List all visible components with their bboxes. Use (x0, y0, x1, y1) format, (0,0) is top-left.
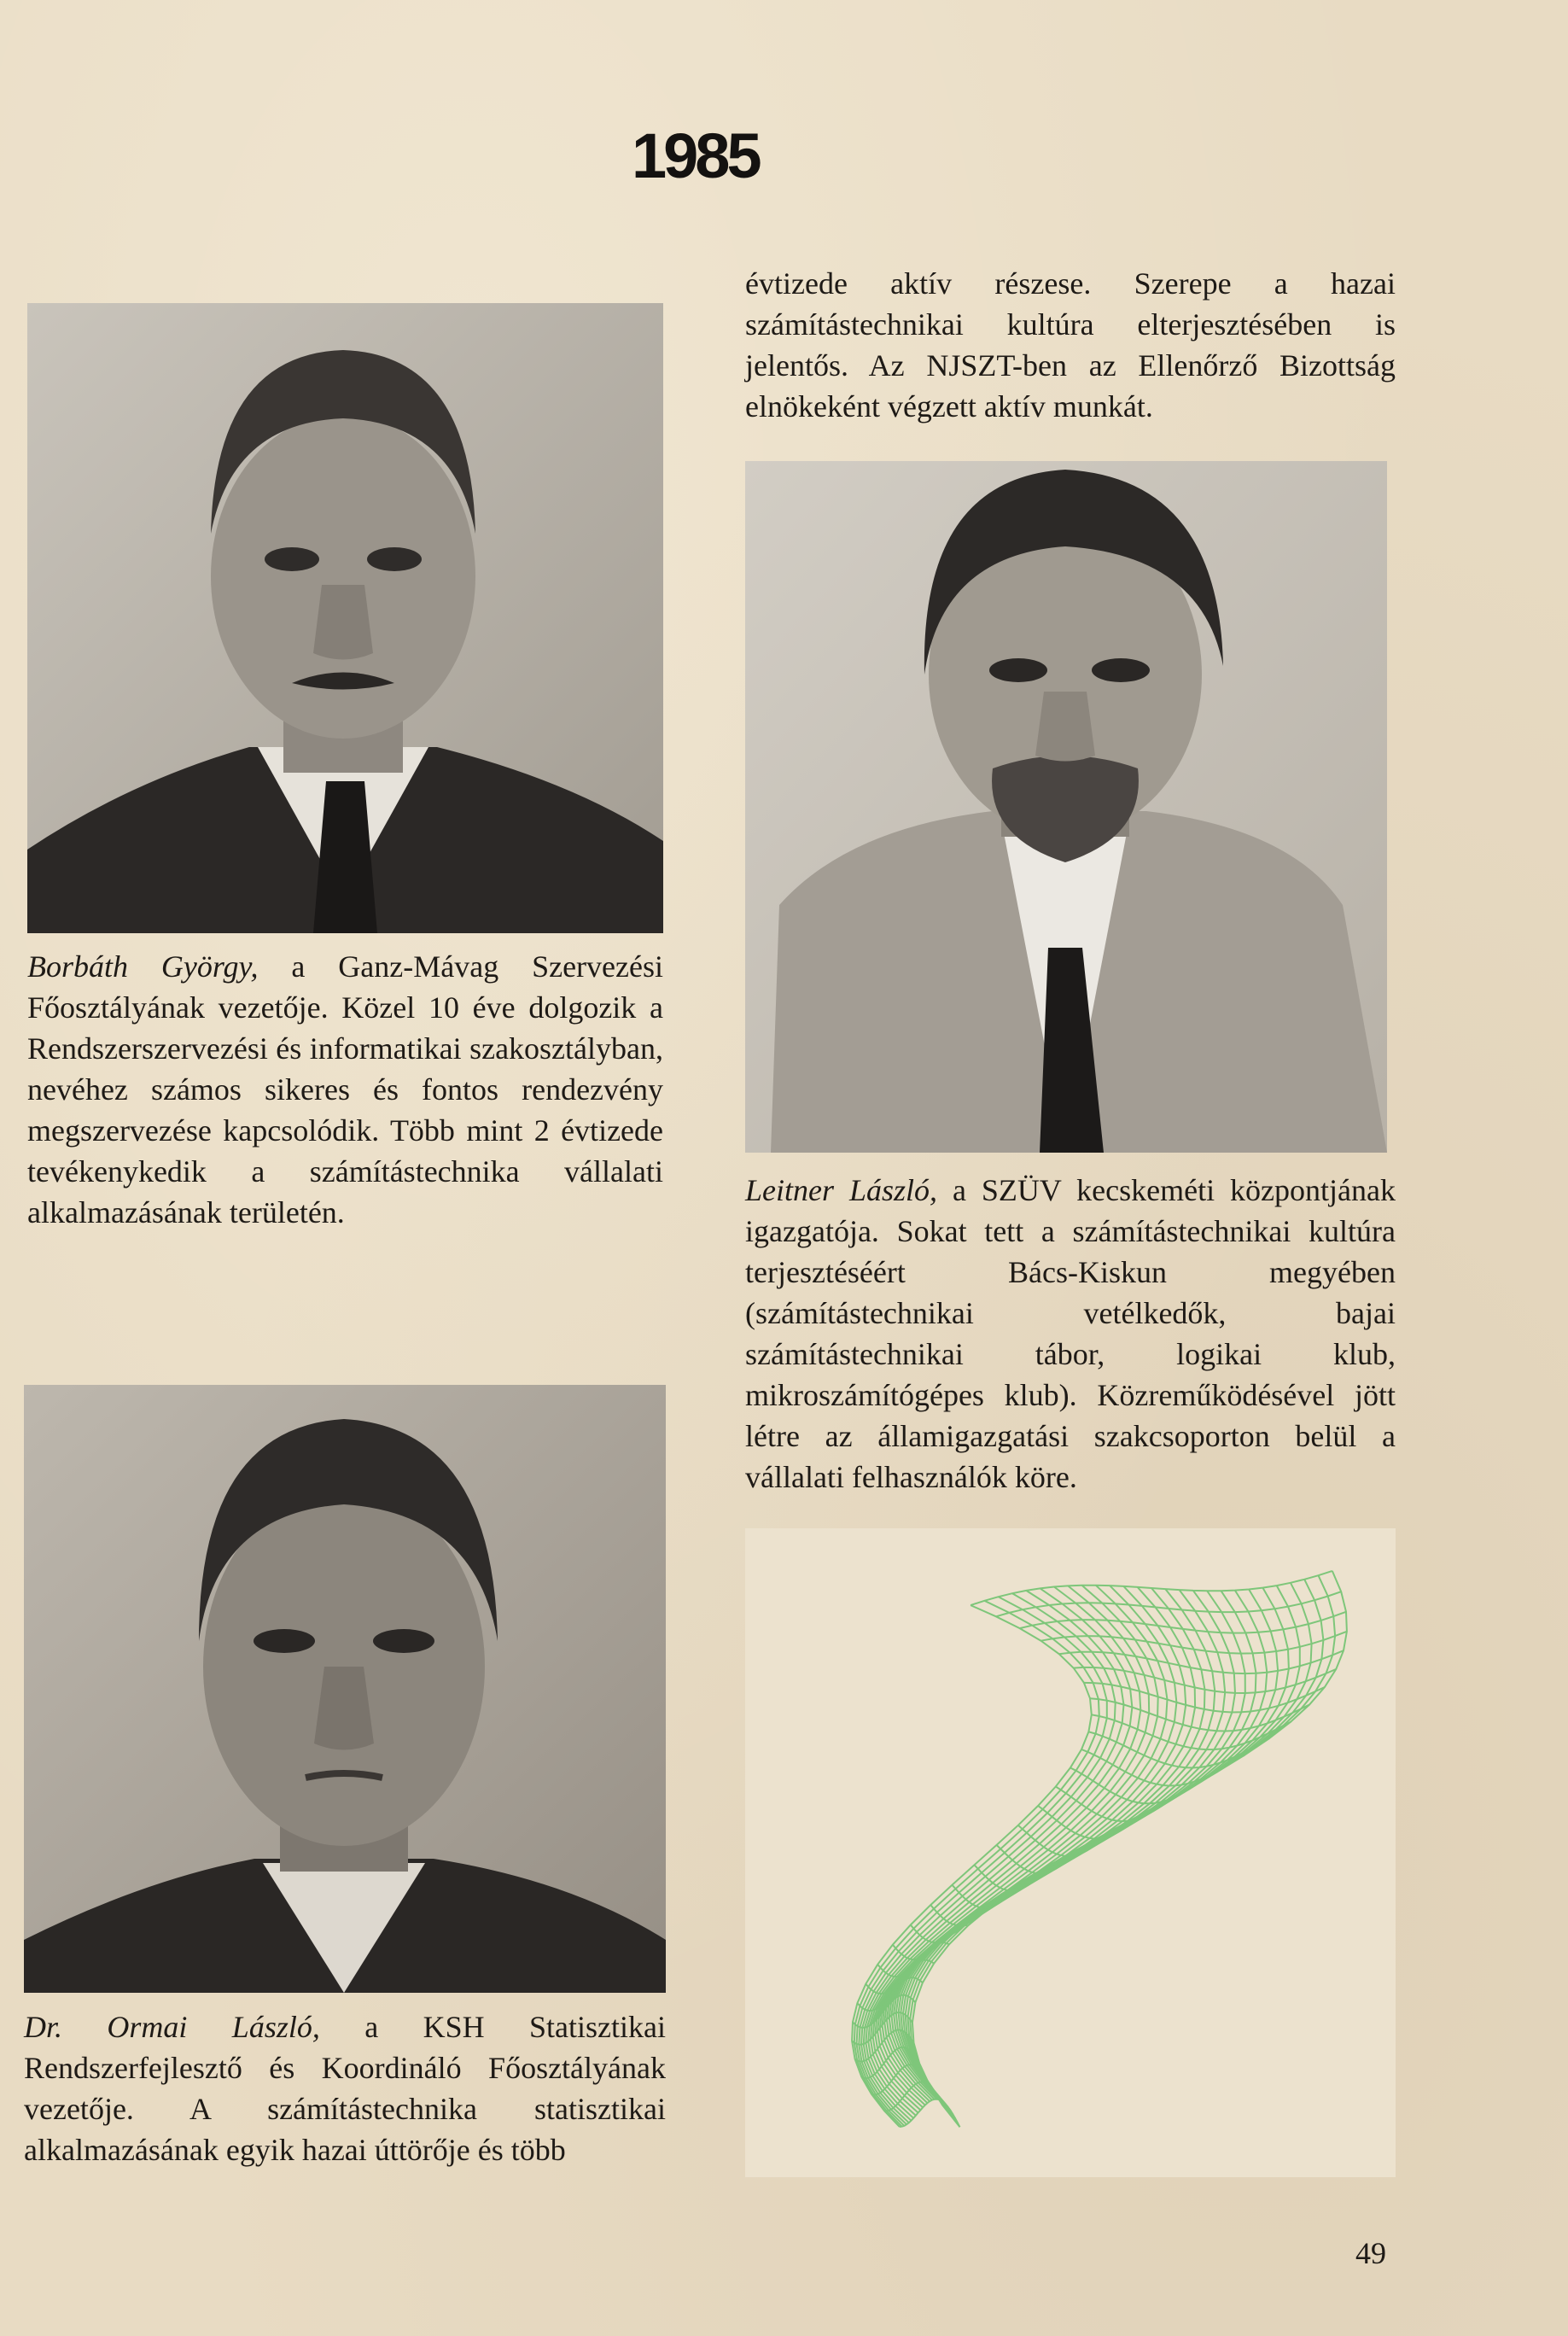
continuation-text-ormai (745, 263, 1396, 427)
portrait-photo-ormai (24, 1385, 666, 1993)
page-year-heading: 1985 (632, 120, 759, 191)
caption-name-borbath: Borbáth György, (27, 949, 259, 984)
caption-leitner (745, 1170, 1396, 1498)
caption-borbath (27, 946, 663, 1233)
portrait-photo-leitner (745, 461, 1387, 1153)
caption-name-leitner: Leitner László, (745, 1173, 937, 1207)
caption-ormai (24, 2006, 666, 2170)
wireframe-surface-illustration (745, 1528, 1396, 2177)
page-number: 49 (1355, 2236, 1386, 2270)
caption-name-ormai: Dr. Ormai László, (24, 2010, 320, 2044)
caption-text-borbath: a Ganz-Mávag Szervezési Főosztályának vezetője. Közel 10 éve dolgozik a Rendszerszervezési és informatikai szakosztályban, nevéhez számos sikeres és fontos rendezvény megszervezése kapcsolódik. Több mint 2 évtizede tevékenykedik a számítástechnika vállalati alkalmazásának területén. (27, 949, 663, 1229)
caption-text-leitner: a SZÜV kecskeméti központjának igazgatója. Sokat tett a számítástechnikai kultúra terjesztéséért Bács-Kiskun megyében (számítástechnikai vetélkedők, bajai számítástechnikai tábor, logikai klub, mikroszámítógépes klub). Közreműködésével jött létre az államigazgatási szakcsoporton belül a vállalati felhasználók köre. (745, 1173, 1396, 1494)
portrait-photo-borbath (27, 303, 663, 933)
caption-text-ormai: a KSH Statisztikai Rendszerfejlesztő és Koordináló Főosztályának vezetője. A számítástechnika statisztikai alkalmazásának egyik hazai úttörője és több (24, 2010, 666, 2167)
continuation-paragraph: évtizede aktív részese. Szerepe a hazai számítástechnikai kultúra elterjesztésében is jelentős. Az NJSZT-ben az Ellenőrző Bizottság elnökeként végzett aktív munkát. (745, 266, 1396, 423)
